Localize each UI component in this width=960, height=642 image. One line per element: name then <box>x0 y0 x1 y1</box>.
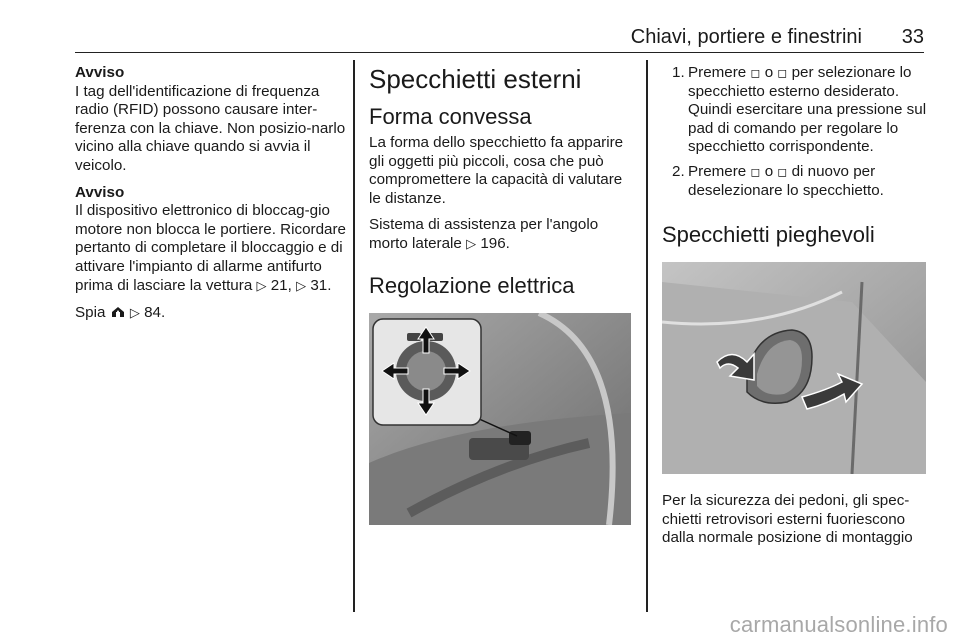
mirror-right-icon: ◻ <box>777 164 788 179</box>
subsection-title: Forma convessa <box>369 104 532 129</box>
notice-title: Avviso <box>75 183 125 201</box>
mirror-right-icon: ◻ <box>777 66 788 80</box>
page-reference[interactable]: 21 <box>270 276 288 294</box>
paragraph: Sistema di assistenza per l'angolo morto laterale ▷ 196. <box>369 216 599 252</box>
xref-triangle-icon: ▷ <box>129 306 140 322</box>
xref-triangle-icon: ▷ <box>466 236 477 252</box>
section-heading: Regolazione elettrica <box>369 272 575 298</box>
warning-light-line: Spia ▷ 84. <box>75 304 166 322</box>
notice-rfid <box>75 64 347 176</box>
alarm-warning-icon <box>110 306 126 318</box>
procedure-list <box>662 64 927 200</box>
mirror-control-figure <box>369 313 631 525</box>
column-divider <box>646 60 648 612</box>
column-divider <box>353 60 355 612</box>
list-item: 1. Premere ◻ o ◻ per selezionare lo specchietto esterno desiderato. Quindi esercitare una pressione sul pad di comando per regolare lo specchietto corrispondente. <box>672 64 927 156</box>
column-right <box>662 64 927 556</box>
paragraph: Per la sicurezza dei pedoni, gli spec-chietti retrovisori esterni fuoriescono dalla normale posizione di montaggio <box>662 492 913 547</box>
header-title: Chiavi, portiere e finestrini <box>630 26 862 48</box>
paragraph: La forma dello specchietto fa apparire gli oggetti più piccoli, cosa che può compromettere la capacità di valutare le distanze. <box>369 134 624 207</box>
page-number: 33 <box>901 26 924 48</box>
page-reference[interactable]: 31 <box>310 276 328 294</box>
watermark: carmanualsonline.info <box>729 612 948 637</box>
mirror-left-icon: ◻ <box>750 66 761 80</box>
column-middle <box>369 64 635 525</box>
notice-immobilizer <box>75 184 347 297</box>
section-heading: Specchietti pieghevoli <box>662 222 875 248</box>
page-reference[interactable]: 84 <box>144 304 162 322</box>
list-item: 2. Premere ◻ o ◻ di nuovo per deselezionare lo specchietto. <box>672 162 884 199</box>
page-header <box>75 0 924 53</box>
notice-text: Il dispositivo elettronico di bloccag-gio motore non blocca le portiere. Ricordare pertanto di completare il bloccaggio e di attivare l'impianto di allarme antifurto prima di lasciare la vettura ▷ 21, ▷ 31. <box>75 202 346 294</box>
xref-triangle-icon: ▷ <box>296 278 307 294</box>
mirror-left-icon: ◻ <box>750 164 761 179</box>
folding-mirror-figure <box>662 262 926 474</box>
notice-text: I tag dell'identificazione di frequenza radio (RFID) possono causare inter-ferenza con la chiave. Non posizio-narlo vicino alla chiave quando si avvia il veicolo. <box>75 82 346 174</box>
section-title: Specchietti esterni <box>369 64 582 94</box>
page-reference[interactable]: 196 <box>480 234 506 252</box>
column-left <box>75 64 347 324</box>
notice-title: Avviso <box>75 64 125 81</box>
xref-triangle-icon: ▷ <box>256 278 267 294</box>
